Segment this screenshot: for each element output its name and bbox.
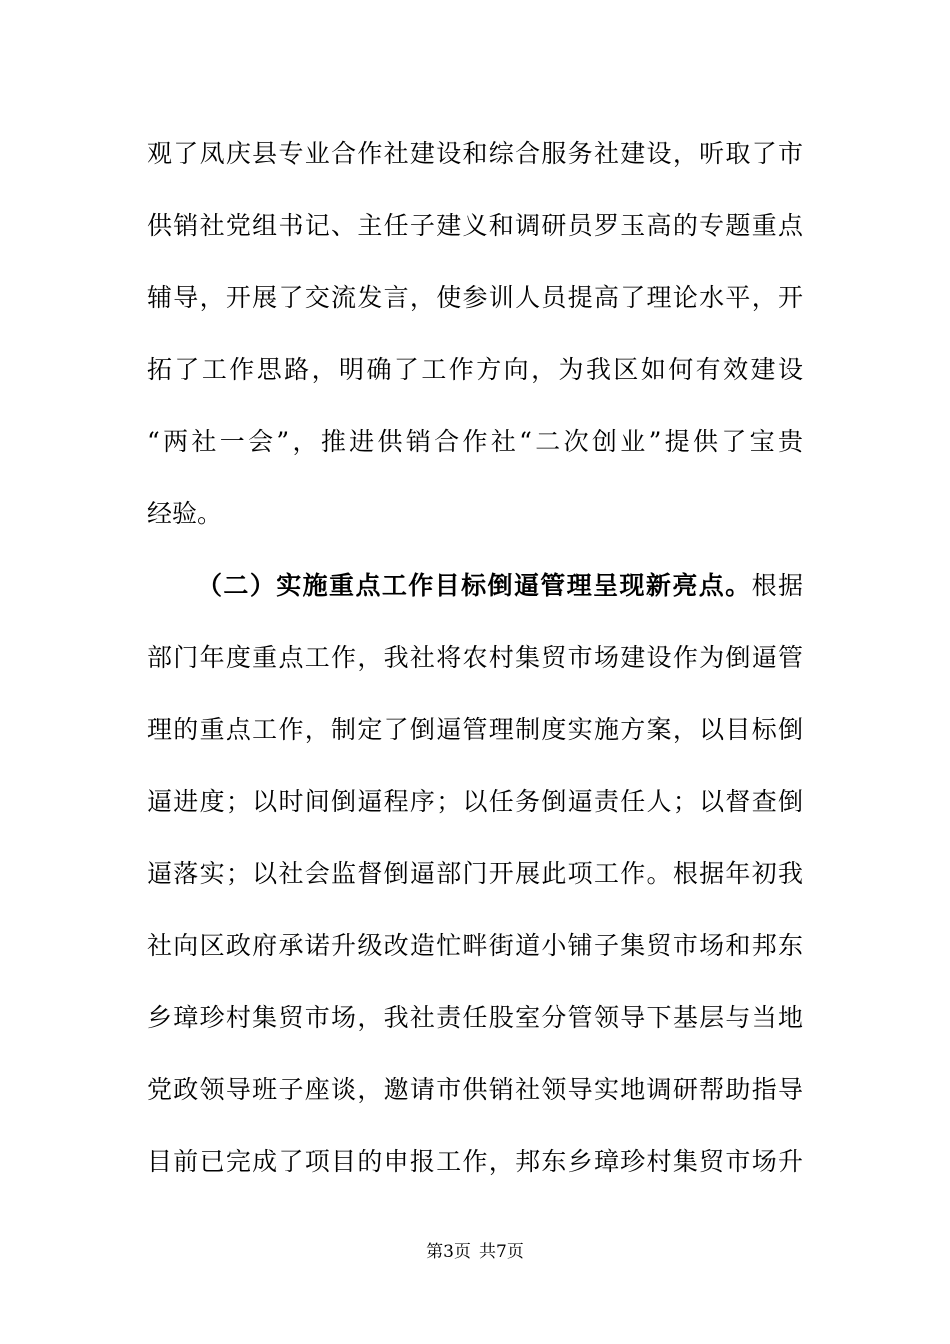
paragraph-line: 观了凤庆县专业合作社建设和综合服务社建设，听取了市 bbox=[147, 139, 803, 168]
paragraph-line: 辅导，开展了交流发言，使参训人员提高了理论水平，开 bbox=[147, 283, 803, 312]
paragraph-line: 逼进度；以时间倒逼程序；以任务倒逼责任人；以督查倒 bbox=[147, 787, 803, 816]
page-footer bbox=[0, 1240, 950, 1264]
paragraph-line: 部门年度重点工作，我社将农村集贸市场建设作为倒逼管 bbox=[147, 643, 803, 672]
paragraph-line: 逼落实；以社会监督倒逼部门开展此项工作。根据年初我 bbox=[147, 859, 803, 888]
page-total: 共7页 bbox=[479, 1242, 524, 1262]
section-heading-line bbox=[197, 568, 803, 604]
paragraph-line: 目前已完成了项目的申报工作，邦东乡璋珍村集贸市场升 bbox=[147, 1147, 803, 1176]
paragraph-line: 理的重点工作，制定了倒逼管理制度实施方案，以目标倒 bbox=[147, 715, 803, 744]
paragraph-line: 乡璋珍村集贸市场，我社责任股室分管领导下基层与当地 bbox=[147, 1003, 803, 1032]
paragraph-line: 经验。 bbox=[147, 499, 223, 528]
paragraph-line: “两社一会”，推进供销合作社“二次创业”提供了宝贵 bbox=[147, 427, 803, 456]
paragraph-line: 党政领导班子座谈，邀请市供销社领导实地调研帮助指导 bbox=[147, 1075, 803, 1104]
paragraph-line: 社向区政府承诺升级改造忙畔街道小铺子集贸市场和邦东 bbox=[147, 931, 803, 960]
page-number: 第3页 bbox=[426, 1242, 471, 1262]
paragraph-line: 供销社党组书记、主任子建义和调研员罗玉高的专题重点 bbox=[147, 211, 803, 240]
section-heading: （二）实施重点工作目标倒逼管理呈现新亮点。 bbox=[197, 571, 752, 600]
section-heading-tail: 根据 bbox=[751, 571, 803, 600]
paragraph-line: 拓了工作思路，明确了工作方向，为我区如何有效建设 bbox=[147, 355, 803, 384]
